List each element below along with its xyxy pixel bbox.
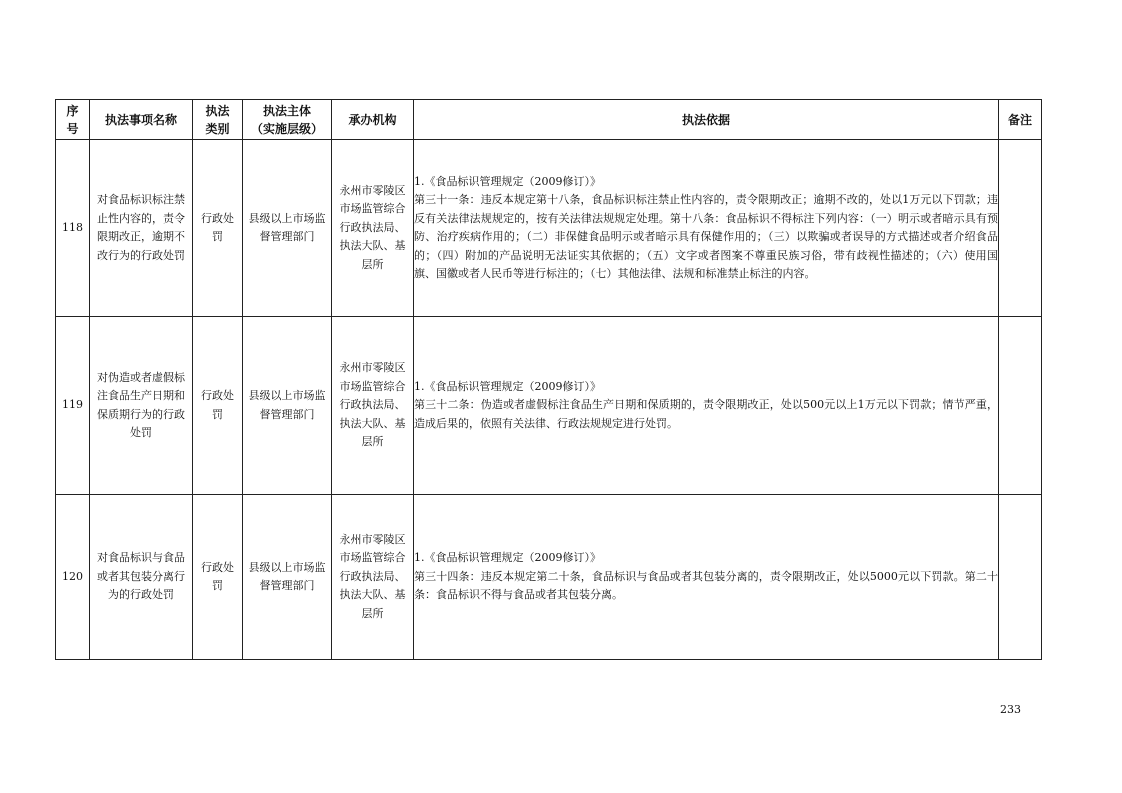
row-remark xyxy=(999,317,1042,495)
header-subject: 执法主体 （实施层级） xyxy=(243,100,332,140)
row-category: 行政处罚 xyxy=(193,317,243,495)
row-org: 永州市零陵区市场监管综合行政执法局、执法大队、基层所 xyxy=(332,317,414,495)
row-num: 118 xyxy=(56,140,90,317)
header-num: 序 号 xyxy=(56,100,90,140)
basis-body: 第三十一条：违反本规定第十八条，食品标识标注禁止性内容的，责令限期改正；逾期不改的，处以1万元以下罚款；违反有关法律法规规定的，按有关法律法规规定处理。第十八条：食品标识不得标注下列内容：（一）明示或者暗示具有预防、治疗疾病作用的；（二）非保健食品明示或者暗示具有保健作用的；（三）以欺骗或者误导的方式描述或者介绍食品的；（四）附加的产品说明无法证实其依据的；（五）文字或者图案不尊重民族习俗，带有歧视性描述的；（六）使用国旗、国徽或者人民币等进行标注的；（七）其他法律、法规和标准禁止标注的内容。 xyxy=(414,193,998,280)
basis-body: 第三十四条：违反本规定第二十条，食品标识与食品或者其包装分离的，责令限期改正，处以5000元以下罚款。第二十条：食品标识不得与食品或者其包装分离。 xyxy=(414,569,998,602)
header-org: 承办机构 xyxy=(332,100,414,140)
row-num: 119 xyxy=(56,317,90,495)
basis-title: 1.《食品标识管理规定（2009修订）》 xyxy=(414,551,601,565)
page-number: 233 xyxy=(1000,703,1021,716)
row-basis xyxy=(414,317,999,495)
header-name: 执法事项名称 xyxy=(90,100,193,140)
row-name: 对食品标识标注禁止性内容的，责令限期改正，逾期不改行为的行政处罚 xyxy=(90,140,193,317)
row-org: 永州市零陵区市场监管综合行政执法局、执法大队、基层所 xyxy=(332,495,414,660)
header-category: 执法 类别 xyxy=(193,100,243,140)
row-org: 永州市零陵区市场监管综合行政执法局、执法大队、基层所 xyxy=(332,140,414,317)
row-basis xyxy=(414,140,999,317)
header-row xyxy=(56,100,1042,140)
row-subject: 县级以上市场监督管理部门 xyxy=(243,317,332,495)
basis-body: 第三十二条：伪造或者虚假标注食品生产日期和保质期的，责令限期改正，处以500元以上1万元以下罚款；情节严重，造成后果的，依照有关法律、行政法规规定进行处罚。 xyxy=(414,398,998,430)
row-basis xyxy=(414,495,999,660)
table-row xyxy=(56,317,1042,495)
enforcement-table xyxy=(55,99,1042,660)
row-subject: 县级以上市场监督管理部门 xyxy=(243,495,332,660)
row-name: 对食品标识与食品或者其包装分离行为的行政处罚 xyxy=(90,495,193,660)
header-basis: 执法依据 xyxy=(414,100,999,140)
table-row xyxy=(56,140,1042,317)
row-subject: 县级以上市场监督管理部门 xyxy=(243,140,332,317)
table-row xyxy=(56,495,1042,660)
basis-title: 1.《食品标识管理规定（2009修订）》 xyxy=(414,379,601,393)
row-num: 120 xyxy=(56,495,90,660)
row-category: 行政处罚 xyxy=(193,140,243,317)
basis-title: 1.《食品标识管理规定（2009修订）》 xyxy=(414,174,601,188)
header-remark: 备注 xyxy=(999,100,1042,140)
row-remark xyxy=(999,140,1042,317)
row-remark xyxy=(999,495,1042,660)
row-name: 对伪造或者虚假标注食品生产日期和保质期行为的行政处罚 xyxy=(90,317,193,495)
row-category: 行政处罚 xyxy=(193,495,243,660)
